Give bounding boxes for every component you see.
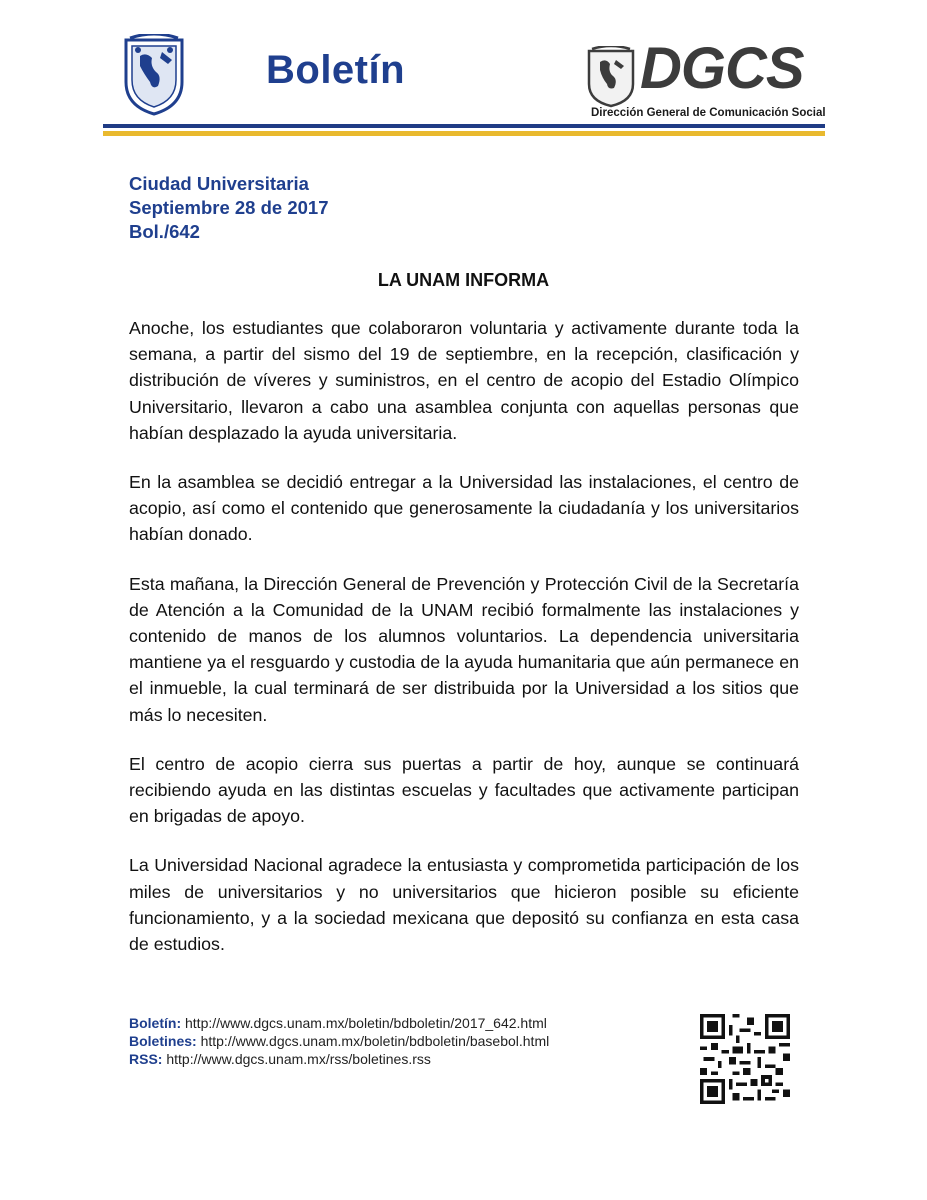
bulletin-date: Septiembre 28 de 2017 [129, 197, 329, 218]
link-url[interactable]: http://www.dgcs.unam.mx/boletin/bdboletin/basebol.html [200, 1033, 550, 1049]
link-row-boletin [129, 1014, 549, 1032]
link-label: RSS: [129, 1051, 163, 1067]
bulletin-title: Boletín [266, 48, 406, 92]
link-label: Boletines: [129, 1033, 197, 1049]
header-rule-blue [103, 124, 825, 128]
paragraph: Anoche, los estudiantes que colaboraron voluntaria y activamente durante toda la semana, a partir del sismo del 19 de septiembre, en la recepción, clasificación y distribución de víveres y suministros, en el centro de acopio del Estadio Olímpico Universitario, llevaron a cabo una asamblea conjunta con aquellas personas que habían desplazado la ayuda universitaria. [129, 318, 799, 443]
dgcs-logo: DGCS [640, 36, 804, 101]
header [0, 0, 927, 145]
paragraph: Esta mañana, la Dirección General de Prevención y Protección Civil de la Secretaría de Atención a la Comunidad de la UNAM recibió formalmente las instalaciones y contenido de manos de los alumnos voluntarios. La dependencia universitaria mantiene ya el resguardo y custodia de la ayuda humanitaria que aún permanece en el inmueble, la cual terminará de ser distribuida por la Universidad a los sitios que más lo necesiten. [129, 573, 799, 725]
qr-code-icon [700, 1014, 790, 1104]
header-rule-gold [103, 131, 825, 136]
reference-links [129, 1014, 549, 1068]
paragraph: El centro de acopio cierra sus puertas a partir de hoy, aunque se continuará recibiendo ayuda en las distintas escuelas y facultades que activamente participan en brigadas de apoyo. [129, 753, 799, 827]
unam-shield-small-icon [586, 46, 636, 108]
unam-shield-icon [122, 34, 186, 116]
link-url[interactable]: http://www.dgcs.unam.mx/boletin/bdboletin/2017_642.html [185, 1015, 547, 1031]
bulletin-place: Ciudad Universitaria [129, 173, 309, 194]
paragraph: La Universidad Nacional agradece la entusiasta y comprometida participación de los miles de universitarios y no universitarios que hicieron posible su eficiente funcionamiento, y a la sociedad mexicana que depositó su confianza en esta casa de estudios. [129, 855, 799, 955]
link-label: Boletín: [129, 1015, 182, 1031]
link-row-rss [129, 1050, 549, 1068]
dgcs-subtitle: Dirección General de Comunicación Social [591, 107, 826, 119]
bulletin-number: Bol./642 [129, 221, 200, 242]
page-heading: LA UNAM INFORMA [377, 270, 550, 290]
link-url[interactable]: http://www.dgcs.unam.mx/rss/boletines.rss [166, 1051, 431, 1067]
bulletin-body [129, 315, 799, 980]
link-row-boletines [129, 1032, 549, 1050]
bulletin-meta [129, 172, 329, 244]
paragraph: En la asamblea se decidió entregar a la Universidad las instalaciones, el centro de acopio, así como el contenido que generosamente la ciudadanía y los universitarios habían donado. [129, 472, 799, 545]
